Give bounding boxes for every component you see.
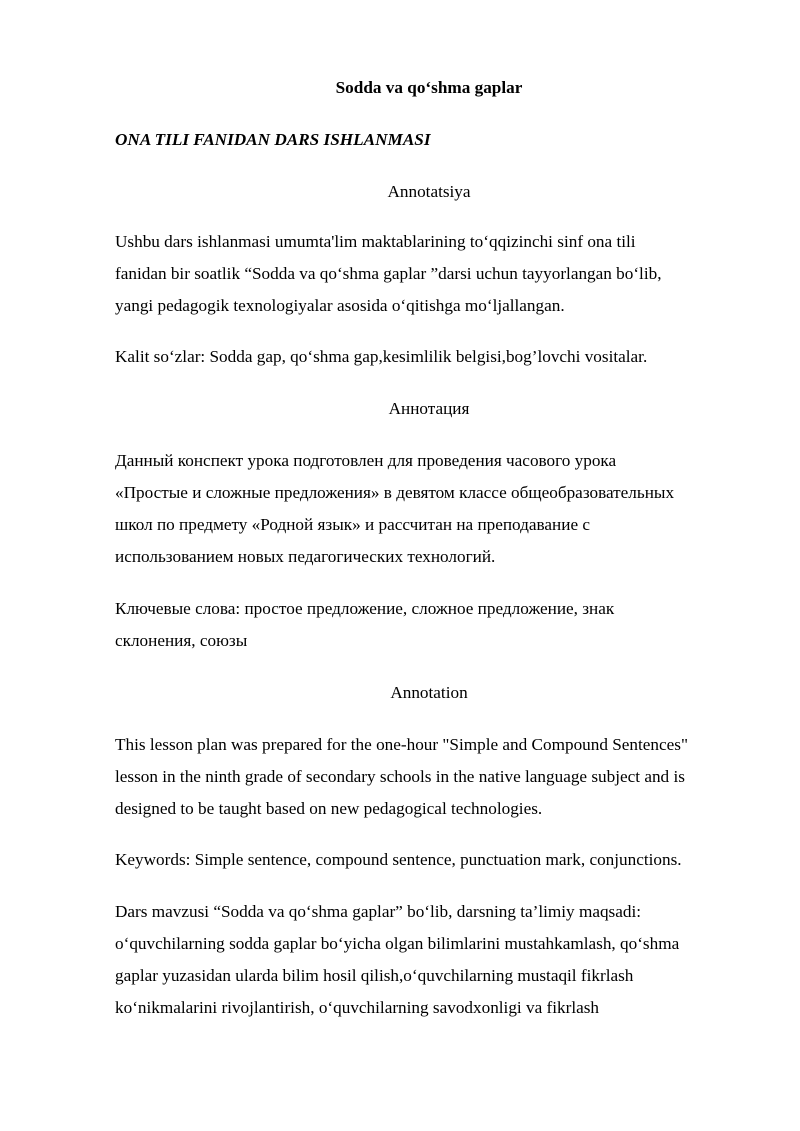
paragraph-line: yangi pedagogik texnologiyalar asosida o‘qitishga mo‘ljallangan. xyxy=(115,296,565,315)
paragraph-line: Ushbu dars ishlanmasi umumta'lim maktablarining to‘qqizinchi sinf ona tili xyxy=(115,232,636,251)
body-line: o‘quvchilarning sodda gaplar bo‘yicha olgan bilimlarini mustahkamlash, qo‘shma xyxy=(115,934,680,953)
keywords-line: Keywords: Simple sentence, compound sentence, punctuation mark, conjunctions. xyxy=(115,850,682,869)
body-line: gaplar yuzasidan ularda bilim hosil qilish,o‘quvchilarning mustaqil fikrlash xyxy=(115,966,634,985)
body-line: ko‘nikmalarini rivojlantirish, o‘quvchilarning savodxonligi va fikrlash xyxy=(115,998,600,1017)
document-title: Sodda va qo‘shma gaplar xyxy=(335,78,523,97)
paragraph-line: designed to be taught based on new pedagogical technologies. xyxy=(115,799,543,818)
paragraph-line: fanidan bir soatlik “Sodda va qo‘shma gaplar ”darsi uchun tayyorlangan bo‘lib, xyxy=(115,264,662,283)
section-heading-uz: Annotatsiya xyxy=(387,182,471,201)
section-heading-ru: Аннотация xyxy=(388,399,470,418)
paragraph-line: This lesson plan was prepared for the one-hour "Simple and Compound Sentences" xyxy=(115,735,688,754)
paragraph-line: использованием новых педагогических технологий. xyxy=(115,547,496,566)
document-subtitle: ONA TILI FANIDAN DARS ISHLANMASI xyxy=(115,130,431,149)
keywords-line: Ключевые слова: простое предложение, сложное предложение, знак xyxy=(115,599,615,618)
body-line: Dars mavzusi “Sodda va qo‘shma gaplar” bo‘lib, darsning ta’limiy maqsadi: xyxy=(115,902,641,921)
paragraph-line: Данный конспект урока подготовлен для проведения часового урока xyxy=(115,451,617,470)
keywords-line: Kalit so‘zlar: Sodda gap, qo‘shma gap,kesimlilik belgisi,bog’lovchi vositalar. xyxy=(115,347,648,366)
paragraph-line: «Простые и сложные предложения» в девятом классе общеобразовательных xyxy=(115,483,675,502)
paragraph-line: школ по предмету «Родной язык» и рассчитан на преподавание с xyxy=(115,515,590,534)
section-heading-en: Annotation xyxy=(390,683,468,702)
keywords-line: склонения, союзы xyxy=(115,631,248,650)
paragraph-line: lesson in the ninth grade of secondary schools in the native language subject and is xyxy=(115,767,685,786)
